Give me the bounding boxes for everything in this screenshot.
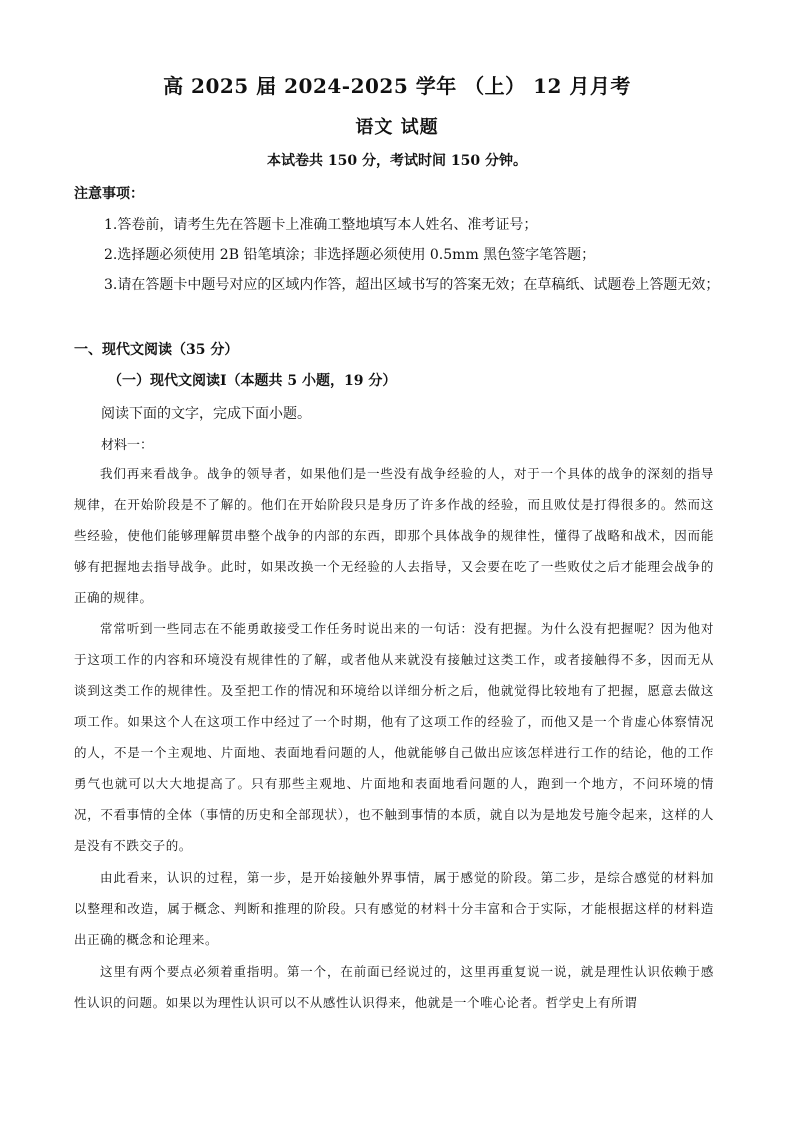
body-paragraph: 我们再来看战争。战争的领导者，如果他们是一些没有战争经验的人，对于一个具体的战争的深刻的指导规律，在开始阶段是不了解的。他们在开始阶段只是身历了许多作战的经验，而且败仗是打得很多的。然而这些经验，使他们能够理解贯串整个战争的内部的东西，即那个具体战争的规律性，懂得了战略和战术，因而能够有把握地去指导战争。此时，如果改换一个无经验的人去指导，又会要在吃了一些败仗之后才能理会战争的正确的规律。 (74, 466, 714, 605)
exam-title: 高 2025 届 2024-2025 学年 （上） 12 月月考 (163, 74, 631, 98)
notice-item: 3.请在答题卡中题号对应的区域内作答，超出区域书写的答案无效；在草稿纸、试题卷上答题无效； (104, 277, 720, 293)
reading-instruction: 阅读下面的文字，完成下面小题。 (101, 406, 311, 422)
exam-info: 本试卷共 150 分，考试时间 150 分钟。 (267, 153, 527, 169)
body-paragraph: 由此看来，认识的过程，第一步，是开始接触外界事情，属于感觉的阶段。第二步，是综合感觉的材料加以整理和改造，属于概念、判断和推理的阶段。只有感觉的材料十分丰富和合于实际，才能根据这样的材料造出正确的概念和论理来。 (74, 870, 714, 947)
material-label: 材料一： (101, 438, 154, 453)
subject-title: 语文 试题 (355, 117, 439, 138)
section-heading: 一、现代文阅读（35 分） (74, 342, 239, 358)
subsection-heading: （一）现代文阅读Ⅰ（本题共 5 小题，19 分） (108, 373, 397, 389)
notice-item: 2.选择题必须使用 2B 铅笔填涂；非选择题必须使用 0.5mm 黑色签字笔答题； (104, 247, 596, 263)
body-paragraph: 常常听到一些同志在不能勇敢接受工作任务时说出来的一句话：没有把握。为什么没有把握呢？因为他对于这项工作的内容和环境没有规律性的了解，或者他从来就没有接触过这类工作，或者接触得不多，因而无从谈到这类工作的规律性。及至把工作的情况和环境给以详细分析之后，他就觉得比较地有了把握，愿意去做这项工作。如果这个人在这项工作中经过了一个时期，他有了这项工作的经验了，而他又是一个肯虚心体察情况的人，不是一个主观地、片面地、表面地看问题的人，他就能够自己做出应该怎样进行工作的结论，他的工作勇气也就可以大大地提高了。只有那些主观地、片面地和表面地看问题的人，跑到一个地方，不问环境的情况，不看事情的全体（事情的历史和全部现状），也不触到事情的本质，就自以为是地发号施令起来，这样的人是没有不跌交子的。 (74, 621, 714, 853)
notice-item: 1.答卷前，请考生先在答题卡上准确工整地填写本人姓名、准考证号； (104, 217, 538, 233)
notice-heading: 注意事项： (74, 186, 144, 202)
body-paragraph: 这里有两个要点必须着重指明。第一个，在前面已经说过的，这里再重复说一说，就是理性认识依赖于感性认识的问题。如果以为理性认识可以不从感性认识得来，他就是一个唯心论者。哲学史上有所谓 (74, 964, 714, 1010)
